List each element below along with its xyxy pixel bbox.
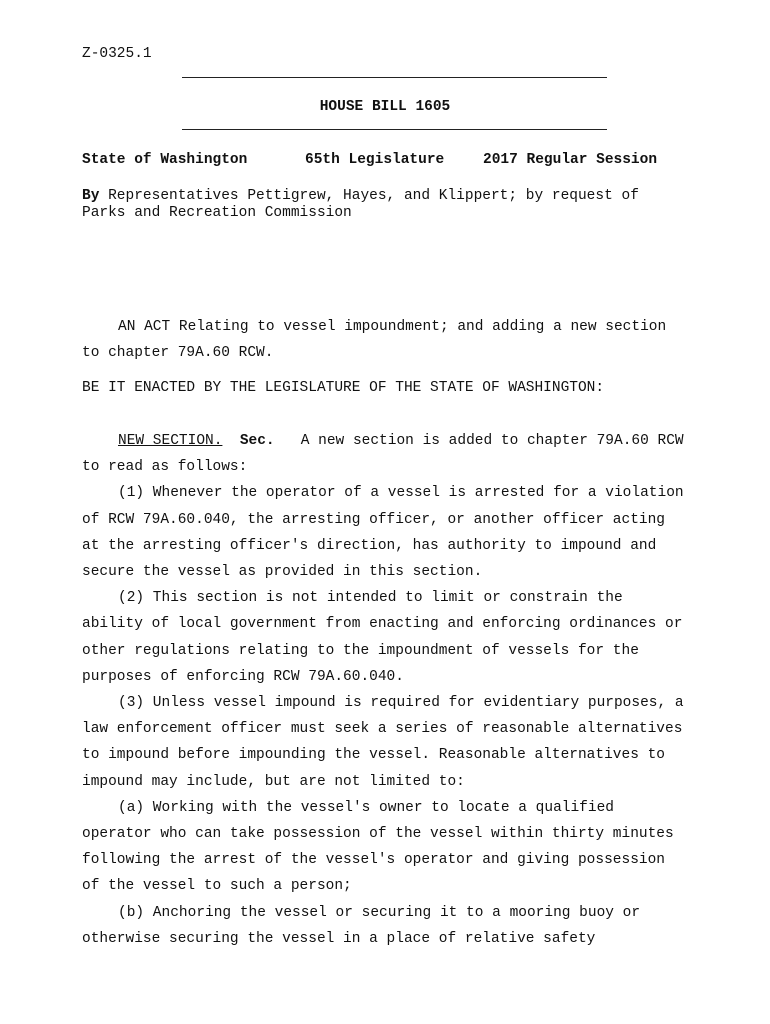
body-line: (a) Working with the vessel's owner to locate a qualified bbox=[118, 799, 614, 816]
body-line: of the vessel to such a person; bbox=[82, 878, 352, 895]
body-line: (b) Anchoring the vessel or securing it to a mooring buoy or bbox=[118, 904, 641, 921]
act-title-line: AN ACT Relating to vessel impoundment; and adding a new section bbox=[118, 319, 667, 335]
body-line: other regulations relating to the impoundment of vessels for the bbox=[82, 642, 639, 659]
body-line: secure the vessel as provided in this section. bbox=[82, 564, 483, 581]
sec-label: Sec. bbox=[239, 433, 275, 449]
body-line: law enforcement officer must seek a series of reasonable alternatives bbox=[82, 721, 683, 738]
body-line: at the arresting officer's direction, has authority to impound and bbox=[82, 537, 657, 554]
body-line: operator who can take possession of the vessel within thirty minutes bbox=[82, 826, 674, 843]
title-rule-top bbox=[182, 77, 607, 78]
body-line: purposes of enforcing RCW 79A.60.040. bbox=[82, 668, 404, 685]
sponsors-by-label: By bbox=[82, 188, 100, 204]
document-code: Z-0325.1 bbox=[82, 46, 152, 62]
act-title-line: to chapter 79A.60 RCW. bbox=[82, 345, 274, 362]
body-line: (2) This section is not intended to limit or constrain the bbox=[118, 590, 623, 607]
act-title bbox=[82, 314, 722, 366]
sponsors-line-2: Parks and Recreation Commission bbox=[82, 205, 352, 221]
body-line: of RCW 79A.60.040, the arresting officer, or another officer acting bbox=[82, 511, 665, 528]
section-intro-line-2: to read as follows: bbox=[82, 459, 248, 476]
sponsors-names: Representatives Pettigrew, Hayes, and Klippert; by request of bbox=[99, 188, 639, 204]
new-section-label: NEW SECTION. bbox=[118, 433, 223, 449]
section-intro-text: A new section is added to chapter 79A.60 RCW bbox=[274, 433, 684, 449]
body-line: impound may include, but are not limited to: bbox=[82, 773, 465, 790]
session-year: 2017 Regular Session bbox=[483, 152, 658, 168]
sponsors-line-1 bbox=[82, 188, 639, 204]
title-rule-bottom bbox=[182, 129, 607, 130]
body-line: ability of local government from enacting and enforcing ordinances or bbox=[82, 616, 683, 633]
session-legislature: 65th Legislature bbox=[305, 152, 445, 168]
body-line: following the arrest of the vessel's operator and giving possession bbox=[82, 852, 665, 869]
body-line: (1) Whenever the operator of a vessel is arrested for a violation bbox=[118, 485, 684, 502]
body-line: to impound before impounding the vessel. Reasonable alternatives to bbox=[82, 747, 665, 764]
bill-title: HOUSE BILL 1605 bbox=[319, 99, 451, 115]
section-intro bbox=[82, 428, 722, 454]
body-line: (3) Unless vessel impound is required for evidentiary purposes, a bbox=[118, 695, 684, 712]
body-line: otherwise securing the vessel in a place of relative safety bbox=[82, 930, 596, 947]
session-state: State of Washington bbox=[82, 152, 248, 168]
enacting-clause: BE IT ENACTED BY THE LEGISLATURE OF THE STATE OF WASHINGTON: bbox=[82, 380, 605, 396]
section-body bbox=[82, 428, 722, 952]
